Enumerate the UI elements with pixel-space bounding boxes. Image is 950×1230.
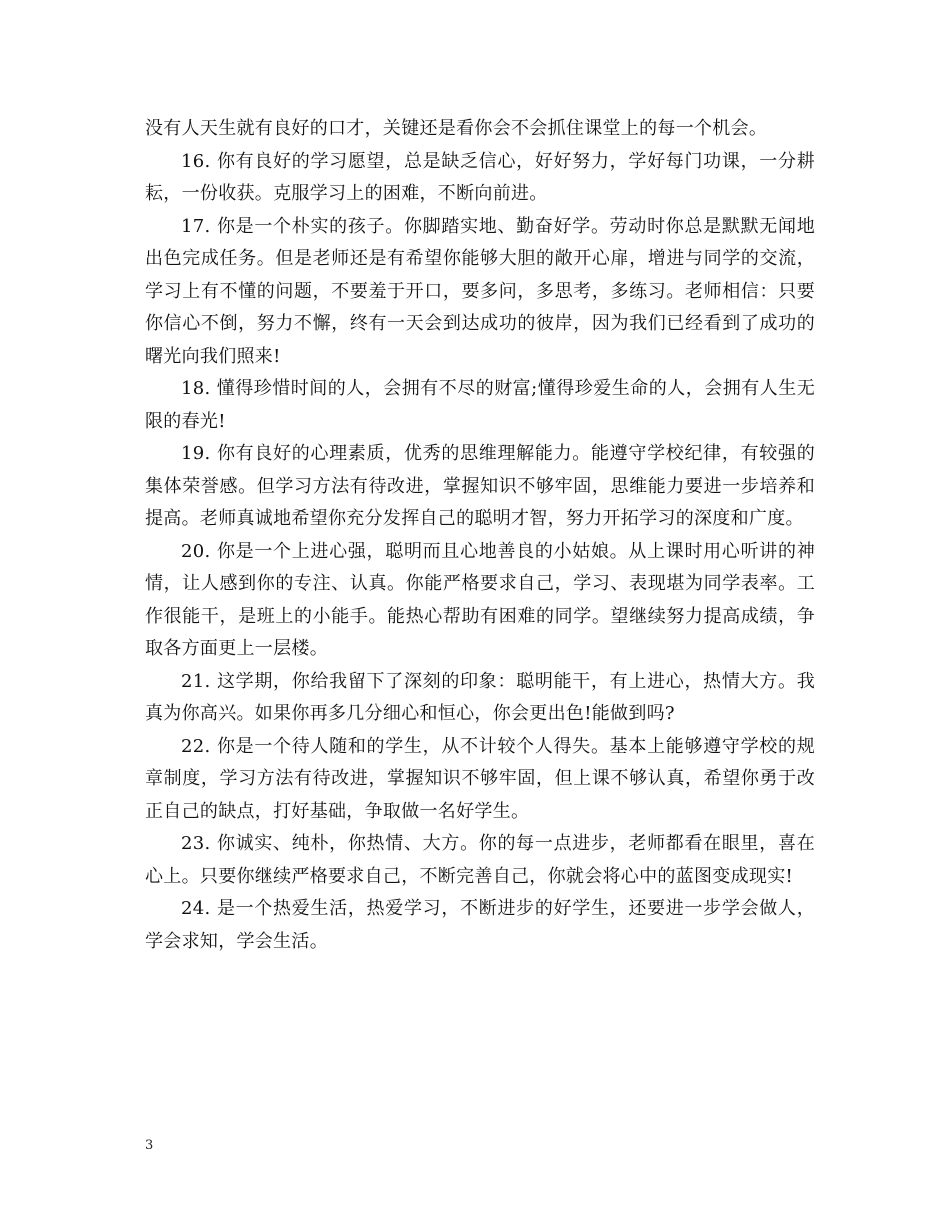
paragraph-continuation: 没有人天生就有良好的口才，关键还是看你会不会抓住课堂上的每一个机会。 [145,118,768,139]
paragraph-24: 24. 是一个热爱生活，热爱学习，不断进步的好学生，还要进一步学会做人，学会求知，学会生活。 [145,898,815,952]
paragraph-16: 16. 你有良好的学习愿望，总是缺乏信心，好好努力，学好每门功课，一分耕耘，一份收获。克服学习上的困难，不断向前进。 [145,150,815,204]
paragraph-19: 19. 你有良好的心理素质，优秀的思维理解能力。能遵守学校纪律，有较强的集体荣誉感。但学习方法有待改进，掌握知识不够牢固，思维能力要进一步培养和提高。老师真诚地希望你充分发挥自己的聪明才智，努力开拓学习的深度和广度。 [145,443,815,529]
paragraph-23: 23. 你诚实、纯朴，你热情、大方。你的每一点进步，老师都看在眼里，喜在心上。只要你继续严格要求自己，不断完善自己，你就会将心中的蓝图变成现实! [145,833,815,887]
paragraph-18: 18. 懂得珍惜时间的人，会拥有不尽的财富;懂得珍爱生命的人，会拥有人生无限的春光! [145,378,815,432]
paragraph-22: 22. 你是一个待人随和的学生，从不计较个人得失。基本上能够遵守学校的规章制度，学习方法有待改进，掌握知识不够牢固，但上课不够认真，希望你勇于改正自己的缺点，打好基础，争取做一名好学生。 [145,735,815,822]
document-body [145,113,815,958]
paragraph-17: 17. 你是一个朴实的孩子。你脚踏实地、勤奋好学。劳动时你总是默默无闻地出色完成任务。但是老师还是有希望你能够大胆的敞开心扉，增进与同学的交流，学习上有不懂的问题，不要羞于开口，要多问，多思考，多练习。老师相信：只要你信心不倒，努力不懈，终有一天会到达成功的彼岸，因为我们已经看到了成功的曙光向我们照来! [145,215,815,367]
paragraph-20: 20. 你是一个上进心强，聪明而且心地善良的小姑娘。从上课时用心听讲的神情，让人感到你的专注、认真。你能严格要求自己，学习、表现堪为同学表率。工作很能干，是班上的小能手。能热心帮助有困难的同学。望继续努力提高成绩，争取各方面更上一层楼。 [145,540,815,659]
paragraph-21: 21. 这学期，你给我留下了深刻的印象：聪明能干，有上进心，热情大方。我真为你高兴。如果你再多几分细心和恒心，你会更出色!能做到吗? [145,670,815,724]
page-number: 3 [145,1138,154,1153]
